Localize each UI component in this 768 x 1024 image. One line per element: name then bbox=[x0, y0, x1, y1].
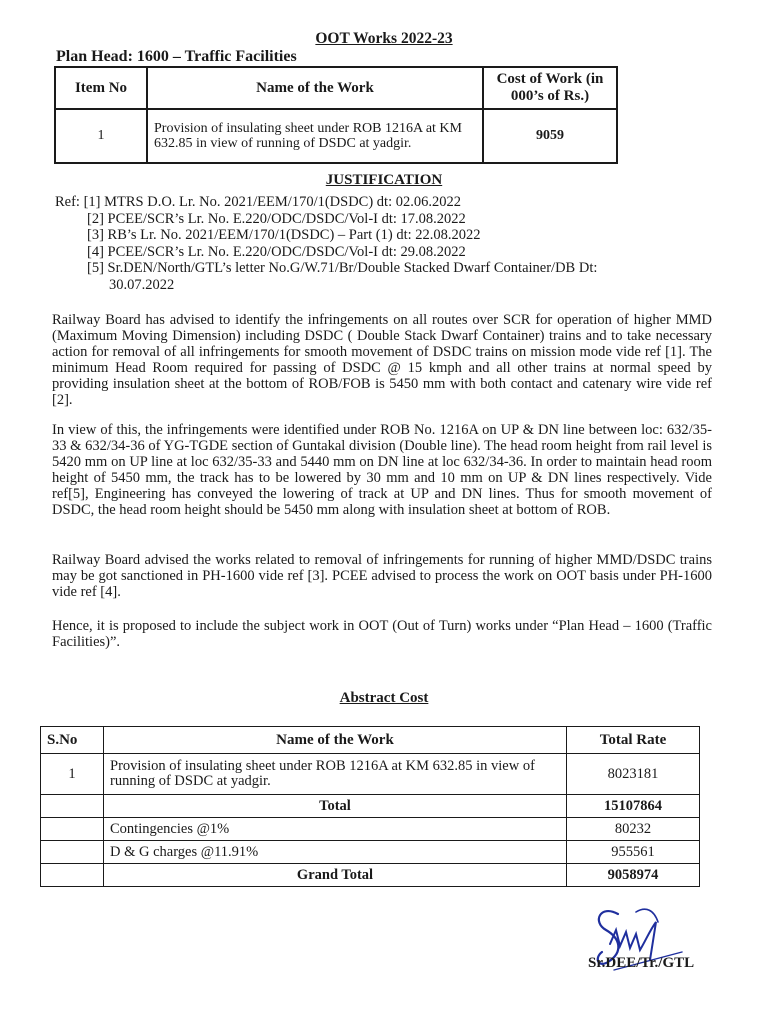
grand-total-label: Grand Total bbox=[104, 864, 567, 887]
dg-charges-label: D & G charges @11.91% bbox=[104, 841, 567, 864]
total-label: Total bbox=[104, 795, 567, 818]
reference-item: [2] PCEE/SCR’s Lr. No. E.220/ODC/DSDC/Vol-I dt: 17.08.2022 bbox=[87, 210, 466, 227]
references-list bbox=[55, 194, 597, 293]
abstract-cost-heading: Abstract Cost bbox=[339, 690, 429, 706]
justification-heading: JUSTIFICATION bbox=[325, 172, 443, 188]
header-name-of-work: Name of the Work bbox=[147, 67, 483, 109]
reference-item: [4] PCEE/SCR’s Lr. No. E.220/ODC/DSDC/Vol-I dt: 29.08.2022 bbox=[87, 243, 466, 260]
reference-item: 30.07.2022 bbox=[109, 276, 175, 293]
work-table-header-row bbox=[55, 67, 617, 109]
sno-cell bbox=[41, 841, 104, 864]
abstract-header-row bbox=[41, 727, 700, 754]
document-title: OOT Works 2022-23 bbox=[315, 30, 453, 47]
work-cost-cell: 9059 bbox=[483, 109, 617, 163]
sno-cell bbox=[41, 818, 104, 841]
rate-cell: 8023181 bbox=[567, 754, 700, 795]
sno-cell bbox=[41, 795, 104, 818]
paragraph-infringements: In view of this, the infringements were identified under ROB No. 1216A on UP & DN line between loc: 632/35-33 & 632/34-36 of YG-TGDE section of Guntakal division (Double line). The head room height from rail level is 5420 mm on UP line at loc 632/35-33 and 5440 mm on DN line at loc 632/34-36. In order to maintain head room height of 5450 mm, the track has to be lowered by 30 mm and 10 mm on UP & DN lines respectively. Vide ref[5], Engineering has conveyed the lowering of track at UP and DN lines. Thus for smooth movement of DSDC, the head room height should be 5450 mm along with insulation sheet at bottom of ROB. bbox=[52, 422, 712, 518]
abstract-row bbox=[41, 841, 700, 864]
abstract-row bbox=[41, 818, 700, 841]
reference-item: Ref: [1] MTRS D.O. Lr. No. 2021/EEM/170/1(DSDC) dt: 02.06.2022 bbox=[55, 194, 461, 210]
header-item-no: Item No bbox=[55, 67, 147, 109]
reference-item: [5] Sr.DEN/North/GTL’s letter No.G/W.71/Br/Double Stacked Dwarf Container/DB Dt: bbox=[87, 260, 598, 276]
sno-cell bbox=[41, 864, 104, 887]
grand-total-rate: 9058974 bbox=[567, 864, 700, 887]
work-table-row bbox=[55, 109, 617, 163]
work-table bbox=[54, 66, 618, 164]
sno-cell: 1 bbox=[41, 754, 104, 795]
paragraph-sanction: Railway Board advised the works related to removal of infringements for running of higher MMD/DSDC trains may be got sanctioned in PH-1600 vide ref [3]. PCEE advised to process the work on OOT basis under PH-1600 vide ref [4]. bbox=[52, 552, 712, 600]
plan-head: Plan Head: 1600 – Traffic Facilities bbox=[56, 48, 297, 65]
paragraph-proposal: Hence, it is proposed to include the subject work in OOT (Out of Turn) works under “Plan Head – 1600 (Traffic Facilities)”. bbox=[52, 618, 712, 650]
abstract-cost-table bbox=[40, 726, 700, 887]
header-name-of-work: Name of the Work bbox=[104, 727, 567, 754]
reference-item: [3] RB’s Lr. No. 2021/EEM/170/1(DSDC) – Part (1) dt: 22.08.2022 bbox=[87, 227, 481, 243]
contingencies-label: Contingencies @1% bbox=[104, 818, 567, 841]
contingencies-rate: 80232 bbox=[567, 818, 700, 841]
abstract-row bbox=[41, 754, 700, 795]
abstract-row bbox=[41, 864, 700, 887]
signatory-designation: Sr.DEE/Tr./GTL bbox=[588, 955, 695, 971]
header-cost-of-work: Cost of Work (in 000’s of Rs.) bbox=[483, 67, 617, 109]
dg-charges-rate: 955561 bbox=[567, 841, 700, 864]
header-sno: S.No bbox=[41, 727, 104, 754]
work-name-cell: Provision of insulating sheet under ROB 1216A at KM 632.85 in view of running of DSDC at yadgir. bbox=[147, 109, 483, 163]
work-name-cell: Provision of insulating sheet under ROB 1216A at KM 632.85 in view of running of DSDC at yadgir. bbox=[104, 754, 567, 795]
abstract-row bbox=[41, 795, 700, 818]
total-rate: 15107864 bbox=[567, 795, 700, 818]
item-no-cell: 1 bbox=[55, 109, 147, 163]
header-total-rate: Total Rate bbox=[567, 727, 700, 754]
paragraph-railway-board: Railway Board has advised to identify the infringements on all routes over SCR for operation of higher MMD (Maximum Moving Dimension) including DSDC ( Double Stack Dwarf Container) trains and to take necessary action for removal of all infringements for smooth movement of DSDC trains on mission mode vide ref [1]. The minimum Head Room required for passing of DSDC @ 15 kmph and all other trains at normal speed by providing insulation sheet at the bottom of ROB/FOB is 5450 mm with both contact and catenary wire vide ref [2]. bbox=[52, 312, 712, 408]
